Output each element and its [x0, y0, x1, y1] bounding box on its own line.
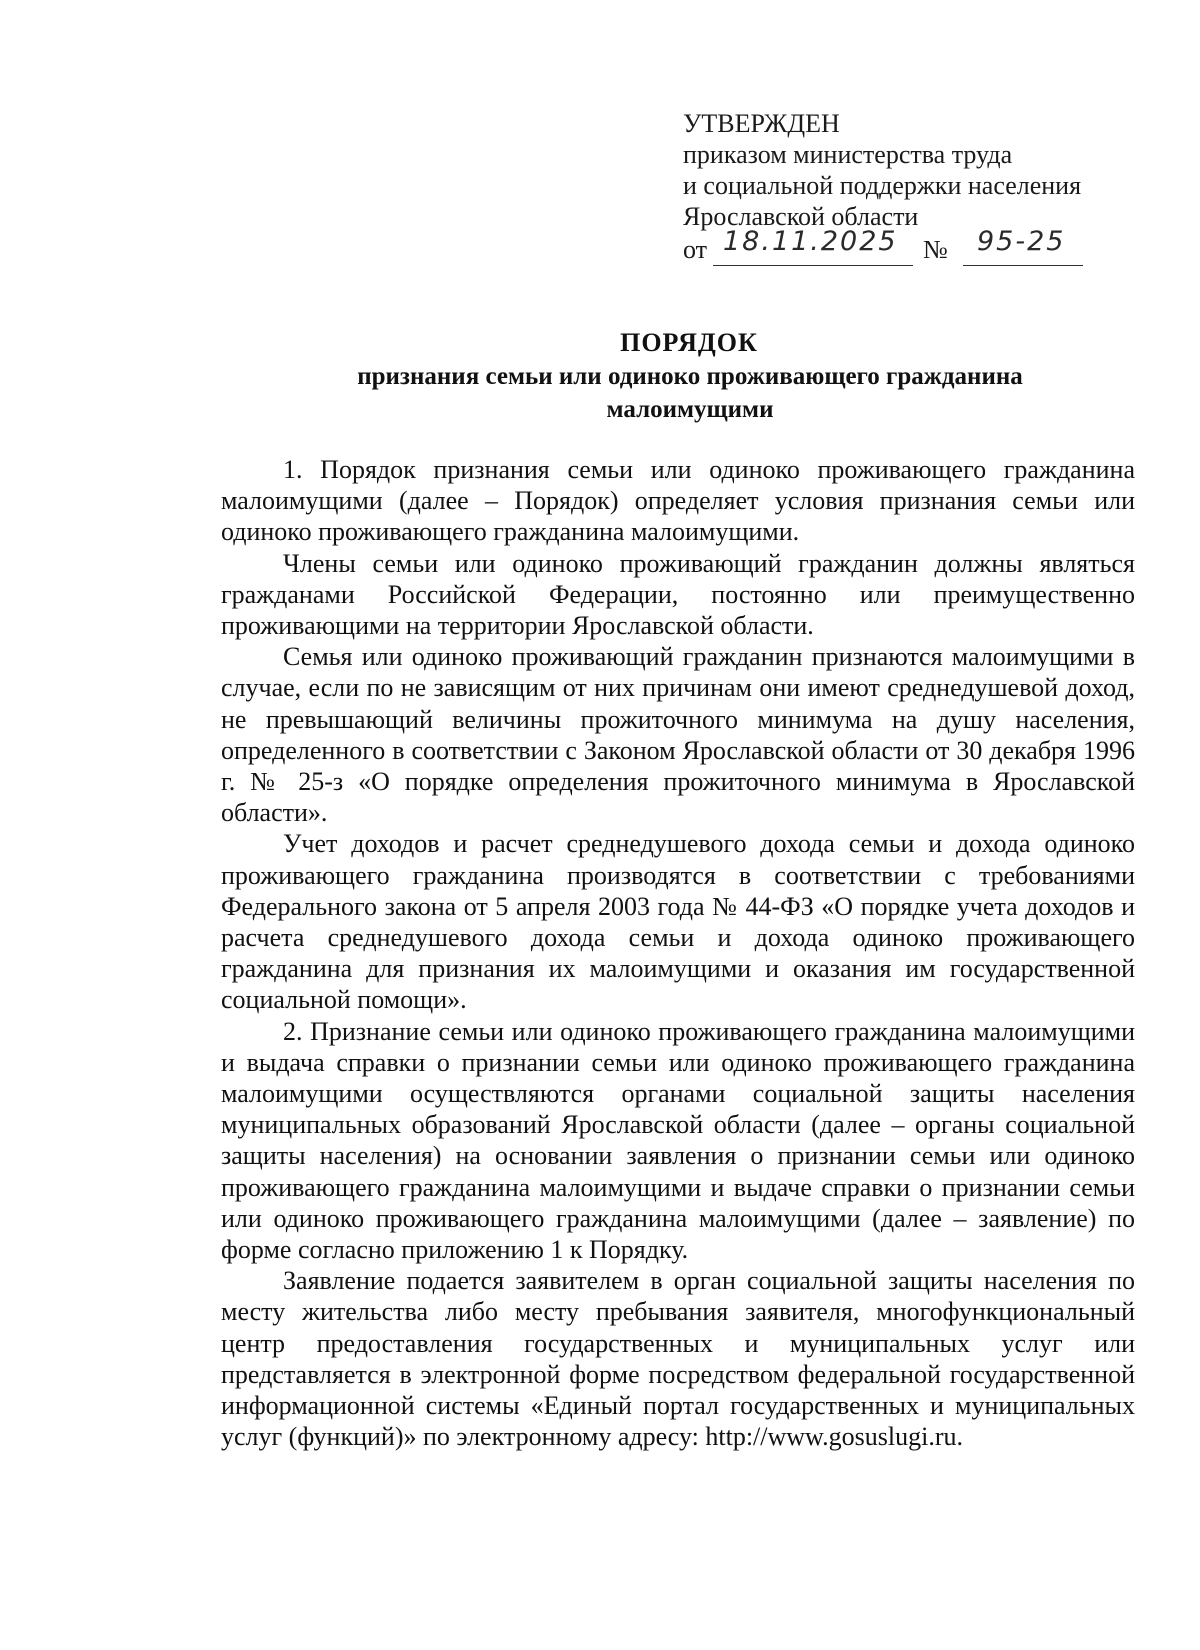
paragraph-2: Члены семьи или одиноко проживающий гражданин должны являться гражданами Российской Федерации, постоянно или преимущественно проживающими на территории Ярославской области. — [221, 548, 1135, 641]
number-field — [963, 226, 1083, 266]
paragraph-6: Заявление подается заявителем в орган социальной защиты населения по месту жительства либо месту пребывания заявителя, многофункциональный центр предоставления государственных и муниципальных услуг или представляется в электронной форме посредством федеральной государственной информационной системы «Единый портал государственных и муниципальных услуг (функций)» по электронному адресу: http://www.gosuslugi.ru. — [221, 1266, 1135, 1452]
approval-line-1: приказом министерства труда — [683, 140, 1013, 169]
number-prefix: № — [923, 235, 948, 264]
approval-line-2: и социальной поддержки населения — [683, 171, 1082, 200]
paragraph-4: Учет доходов и расчет среднедушевого дохода семьи и дохода одиноко проживающего гражданина производятся в соответствии с требованиями Федерального закона от 5 апреля 2003 года № 44-ФЗ «О порядке учета доходов и расчета среднедушевого дохода семьи и дохода одиноко проживающего гражданина для признания их малоимущими и оказания им государственной социальной помощи». — [221, 829, 1135, 1015]
document-subtitle: признания семьи или одиноко проживающего гражданина малоимущими — [357, 363, 1023, 423]
approval-block — [683, 108, 1123, 268]
paragraph-3: Семья или одиноко проживающий гражданин признаются малоимущими в случае, если по не зависящим от них причинам они имеют среднедушевой доход, не превышающий величины прожиточного минимума на душу населения, определенного в соответствии с Законом Ярославской области от 30 декабря 1996 г. № 25-з «О порядке определения прожиточного минимума в Ярославской области». — [221, 642, 1135, 828]
approval-date-line — [683, 226, 1123, 268]
handwritten-number: 95-25 — [977, 226, 1066, 257]
document-body — [221, 454, 1135, 1453]
paragraph-5: 2. Признание семьи или одиноко проживающего гражданина малоимущими и выдача справки о признании семьи или одиноко проживающего гражданина малоимущими осуществляются органами социальной защиты населения муниципальных образований Ярославской области (далее – органы социальной защиты населения) на основании заявления о признании семьи или одиноко проживающего гражданина малоимущими и выдаче справки о признании семьи или одиноко проживающего гражданина малоимущими (далее – заявление) по форме согласно приложению 1 к Порядку. — [221, 1016, 1135, 1265]
date-prefix: от — [683, 235, 708, 264]
date-field — [713, 226, 913, 266]
document-title: ПОРЯДОК — [620, 328, 758, 357]
paragraph-1: 1. Порядок признания семьи или одиноко проживающего гражданина малоимущими (далее – Порядок) определяет условия признания семьи или одиноко проживающего гражданина малоимущими. — [221, 455, 1135, 547]
approval-heading: УТВЕРЖДЕН — [683, 109, 840, 138]
approval-line-3: Ярославской области — [683, 202, 919, 231]
handwritten-date: 18.11.2025 — [723, 226, 898, 257]
